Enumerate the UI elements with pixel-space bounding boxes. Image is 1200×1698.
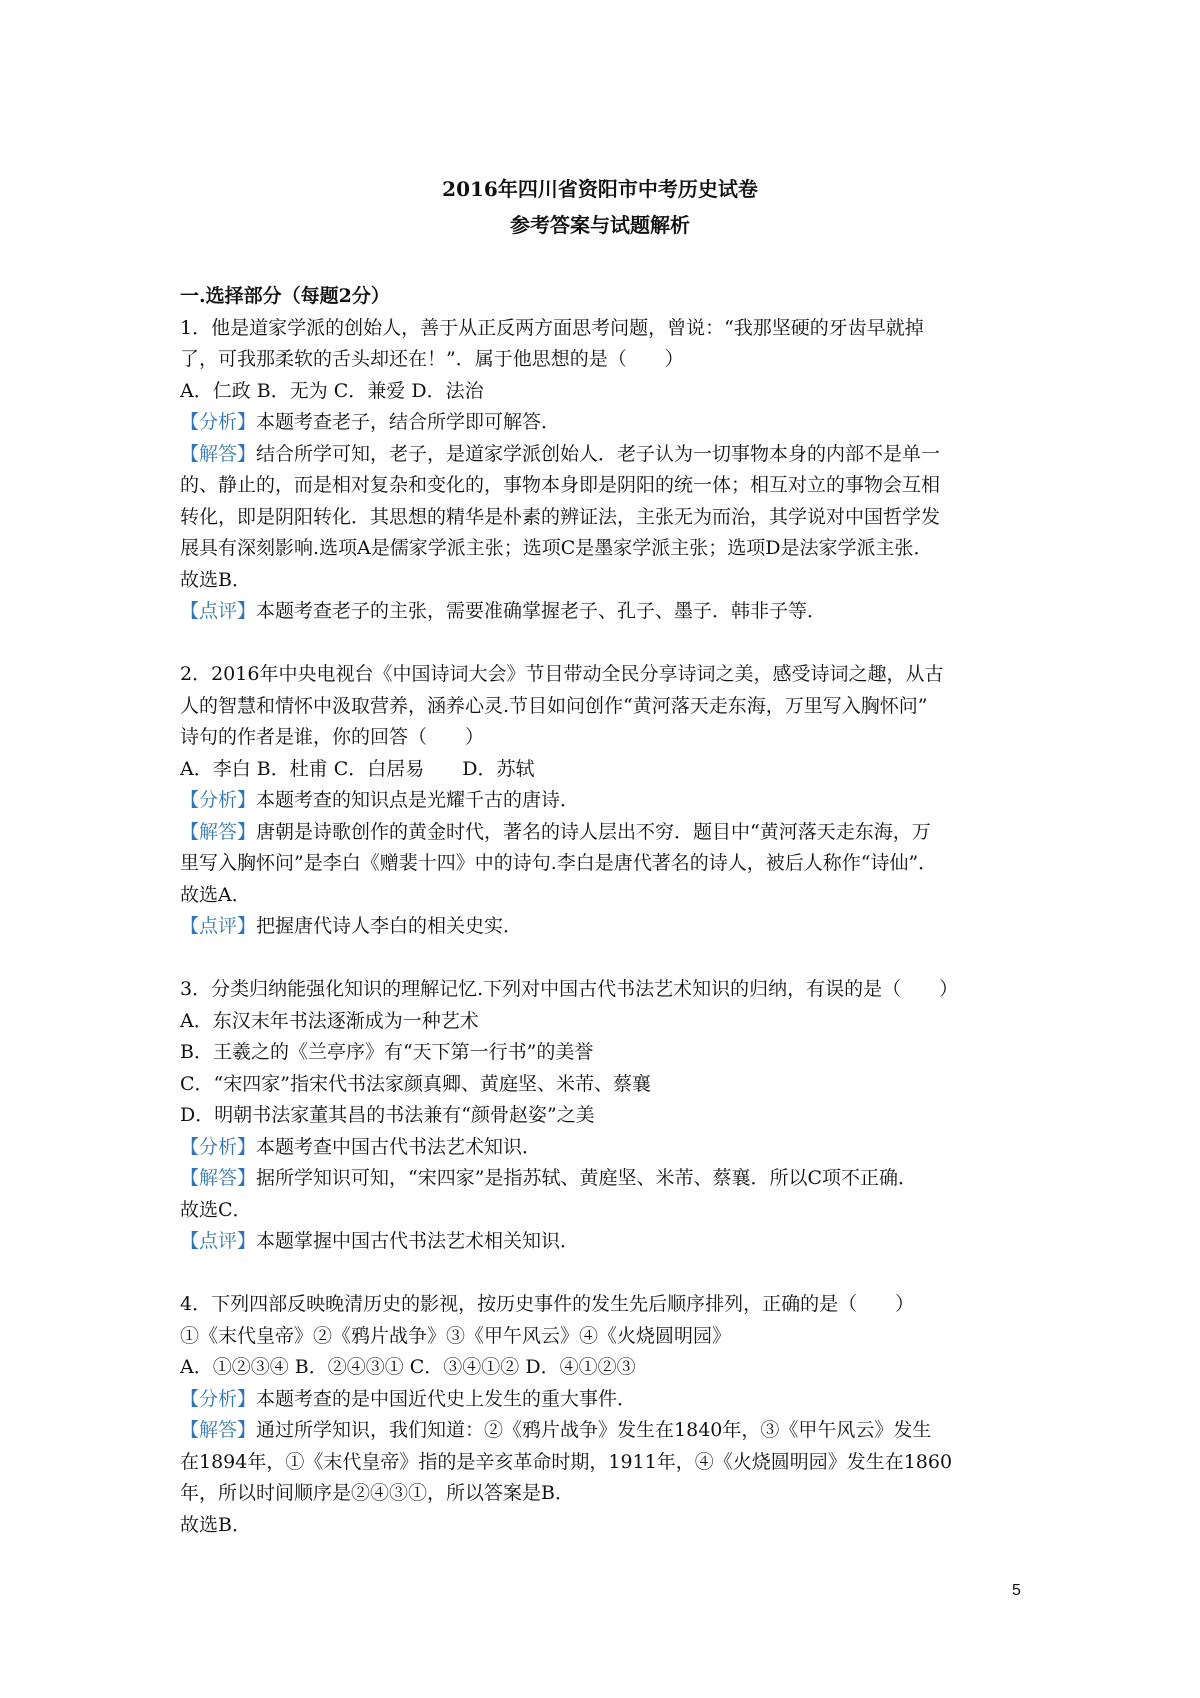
- question-text: 1．他是道家学派的创始人，善于从正反两方面思考问题，曾说：“我那坚硬的牙齿早就掉: [180, 316, 924, 339]
- document-body: [180, 281, 1040, 1541]
- answer-line: [180, 439, 1040, 471]
- question-text: 3．分类归纳能强化知识的理解记忆.下列对中国古代书法艺术知识的归纳，有误的是（ ）: [180, 978, 959, 1000]
- answer-text: 展具有深刻影响.选项A是儒家学派主张；选项C是墨家学派主张；选项D是法家学派主张．: [180, 537, 933, 559]
- spacer: [180, 1258, 1040, 1290]
- question-option: D．明朝书法家董其昌的书法兼有“颜骨赵姿”之美: [180, 1104, 595, 1126]
- answer-text: 转化，即是阴阳转化．其思想的精华是朴素的辨证法，主张无为而治，其学说对中国哲学发: [180, 505, 941, 528]
- question-options: A．仁政 B．无为 C．兼爱 D．法治: [180, 379, 484, 402]
- question-2: [180, 659, 1040, 943]
- analysis-text: 本题考查的是中国近代史上发生的重大事件．: [256, 1387, 637, 1410]
- analysis-line: [180, 1132, 1040, 1164]
- answer-text: 在1894年，①《末代皇帝》指的是辛亥革命时期，1911年，④《火烧圆明园》发生在1860: [180, 1450, 953, 1473]
- comment-tag: 【点评】: [180, 915, 257, 937]
- question-options: A．李白 B．杜甫 C．白居易 D．苏轼: [180, 757, 535, 780]
- question-option: B．王羲之的《兰亭序》有“天下第一行书”的美誉: [180, 1041, 594, 1063]
- answer-line: [180, 1415, 1040, 1447]
- page-number: 5: [1012, 1582, 1021, 1599]
- question-option: C．“宋四家”指宋代书法家颜真卿、黄庭坚、米芾、蔡襄: [180, 1072, 651, 1095]
- answer-text: 唐朝是诗歌创作的黄金时代，著名的诗人层出不穷．题目中“黄河落天走东海，万: [256, 820, 931, 843]
- answer-tag: 【解答】: [180, 442, 257, 465]
- answer-text: 的、静止的，而是相对复杂和变化的，事物本身即是阴阳的统一体；相互对立的事物会互相: [180, 474, 941, 496]
- question-text: 4．下列四部反映晚清历史的影视，按历史事件的发生先后顺序排列，正确的是（ ）: [180, 1293, 915, 1315]
- analysis-text: 本题考查的知识点是光耀千古的唐诗．: [256, 789, 580, 811]
- comment-text: 本题考查老子的主张，需要准确掌握老子、孔子、墨子．韩非子等．: [256, 600, 827, 622]
- question-1: [180, 313, 1040, 628]
- spacer: [180, 943, 1040, 975]
- analysis-line: [180, 785, 1040, 817]
- question-text: 2．2016年中央电视台《中国诗词大会》节目带动全民分享诗词之美，感受诗词之趣，从古: [180, 663, 944, 685]
- comment-tag: 【点评】: [180, 1230, 257, 1252]
- comment-text: 把握唐代诗人李白的相关史实．: [256, 915, 523, 937]
- comment-line: [180, 596, 1040, 628]
- question-3: [180, 974, 1040, 1258]
- answer-tag: 【解答】: [180, 1419, 257, 1441]
- answer-tag: 【解答】: [180, 820, 257, 843]
- answer-text: 故选A．: [180, 883, 251, 906]
- question-4: [180, 1289, 1040, 1541]
- answer-text: 年，所以时间顺序是②④③①，所以答案是B．: [180, 1482, 574, 1504]
- answer-text: 故选B．: [180, 1513, 251, 1536]
- question-text: ①《末代皇帝》②《鸦片战争》③《甲午风云》④《火烧圆明园》: [180, 1324, 732, 1347]
- question-text: 诗句的作者是谁，你的回答（ ）: [180, 726, 485, 748]
- analysis-tag: 【分析】: [180, 789, 257, 811]
- question-text: 人的智慧和情怀中汲取营养，涵养心灵.节目如问创作“黄河落天走东海，万里写入胸怀问”: [180, 694, 928, 717]
- answer-text: 故选B．: [180, 568, 251, 591]
- answer-text: 通过所学知识，我们知道：②《鸦片战争》发生在1840年，③《甲午风云》发生: [256, 1419, 932, 1441]
- analysis-text: 本题考查中国古代书法艺术知识．: [256, 1135, 542, 1158]
- comment-tag: 【点评】: [180, 600, 257, 622]
- answer-line: [180, 817, 1040, 849]
- analysis-line: [180, 1384, 1040, 1416]
- question-options: A．①②③④ B．②④③① C．③④①② D．④①②③: [180, 1356, 636, 1378]
- answer-tag: 【解答】: [180, 1167, 257, 1189]
- analysis-line: [180, 407, 1040, 439]
- section-heading: 一.选择部分（每题2分）: [180, 285, 390, 307]
- analysis-tag: 【分析】: [180, 1135, 257, 1158]
- analysis-tag: 【分析】: [180, 411, 257, 433]
- page-title: 2016年四川省资阳市中考历史试卷: [442, 177, 758, 201]
- comment-text: 本题掌握中国古代书法艺术相关知识．: [256, 1230, 580, 1252]
- answer-text: 据所学知识可知，“宋四家”是指苏轼、黄庭坚、米芾、蔡襄．所以C项不正确．: [256, 1167, 917, 1189]
- answer-text: 结合所学可知，老子，是道家学派创始人．老子认为一切事物本身的内部不是单一: [256, 442, 941, 465]
- page-subtitle: 参考答案与试题解析: [510, 213, 690, 237]
- spacer: [180, 628, 1040, 660]
- question-option: A．东汉末年书法逐渐成为一种艺术: [180, 1009, 479, 1032]
- answer-text: 里写入胸怀问”是李白《赠裴十四》中的诗句.李白是唐代著名的诗人，被后人称作“诗仙”．: [180, 852, 938, 874]
- comment-line: [180, 911, 1040, 943]
- comment-line: [180, 1226, 1040, 1258]
- analysis-text: 本题考查老子，结合所学即可解答．: [256, 411, 561, 433]
- analysis-tag: 【分析】: [180, 1387, 257, 1410]
- question-text: 了，可我那柔软的舌头却还在！”．属于他思想的是（ ）: [180, 348, 684, 370]
- answer-line: [180, 1163, 1040, 1195]
- answer-text: 故选C．: [180, 1198, 252, 1221]
